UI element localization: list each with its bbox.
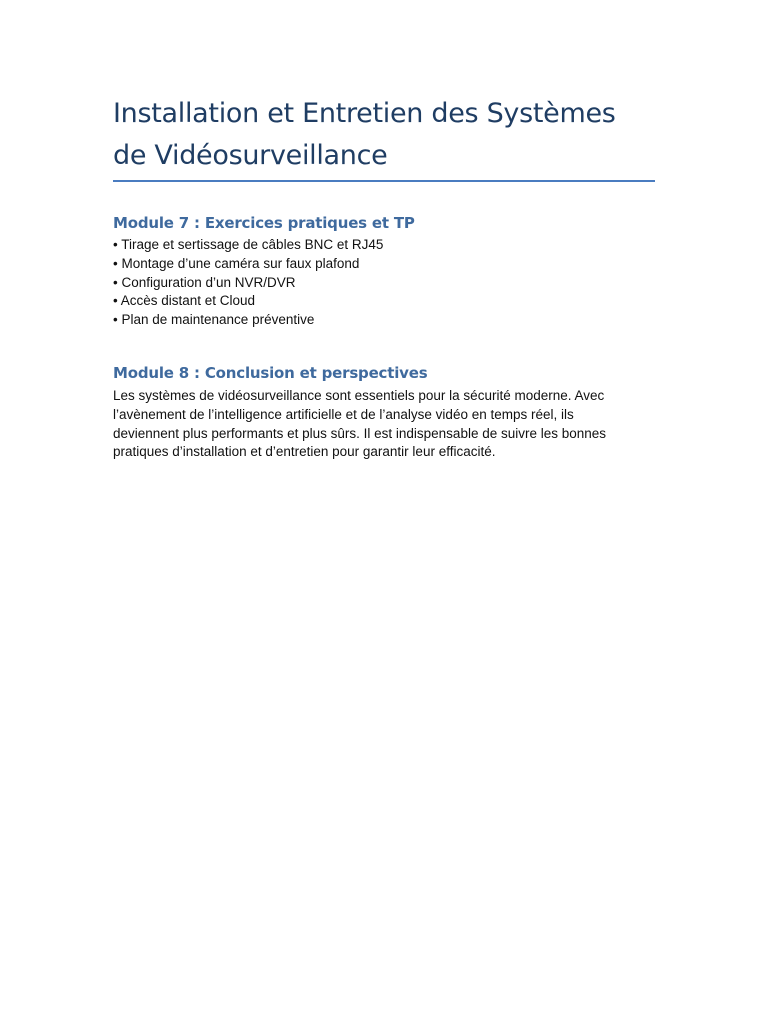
- title-divider: [113, 180, 655, 182]
- module-7-heading: Module 7 : Exercices pratiques et TP: [113, 214, 415, 232]
- module-8-paragraph: Les systèmes de vidéosurveillance sont essentiels pour la sécurité moderne. Avec l’avènement de l’intelligence artificielle et de l’analyse vidéo en temps réel, ils deviennent plus performants et plus sûrs. Il est indispensable de suivre les bonnes pratiques d’installation et d’entretien pour garantir leur efficacité.: [113, 388, 607, 460]
- list-item: • Montage d’une caméra sur faux plafond: [113, 255, 360, 271]
- list-item: • Accès distant et Cloud: [113, 293, 256, 309]
- module-7-list: [113, 236, 383, 330]
- list-item: • Plan de maintenance préventive: [113, 312, 315, 328]
- list-item: • Tirage et sertissage de câbles BNC et RJ45: [113, 237, 384, 252]
- list-item: • Configuration d’un NVR/DVR: [113, 274, 296, 290]
- module-8-heading: Module 8 : Conclusion et perspectives: [113, 364, 428, 382]
- document-title: Installation et Entretien des Systèmes de Vidéosurveillance: [113, 98, 616, 171]
